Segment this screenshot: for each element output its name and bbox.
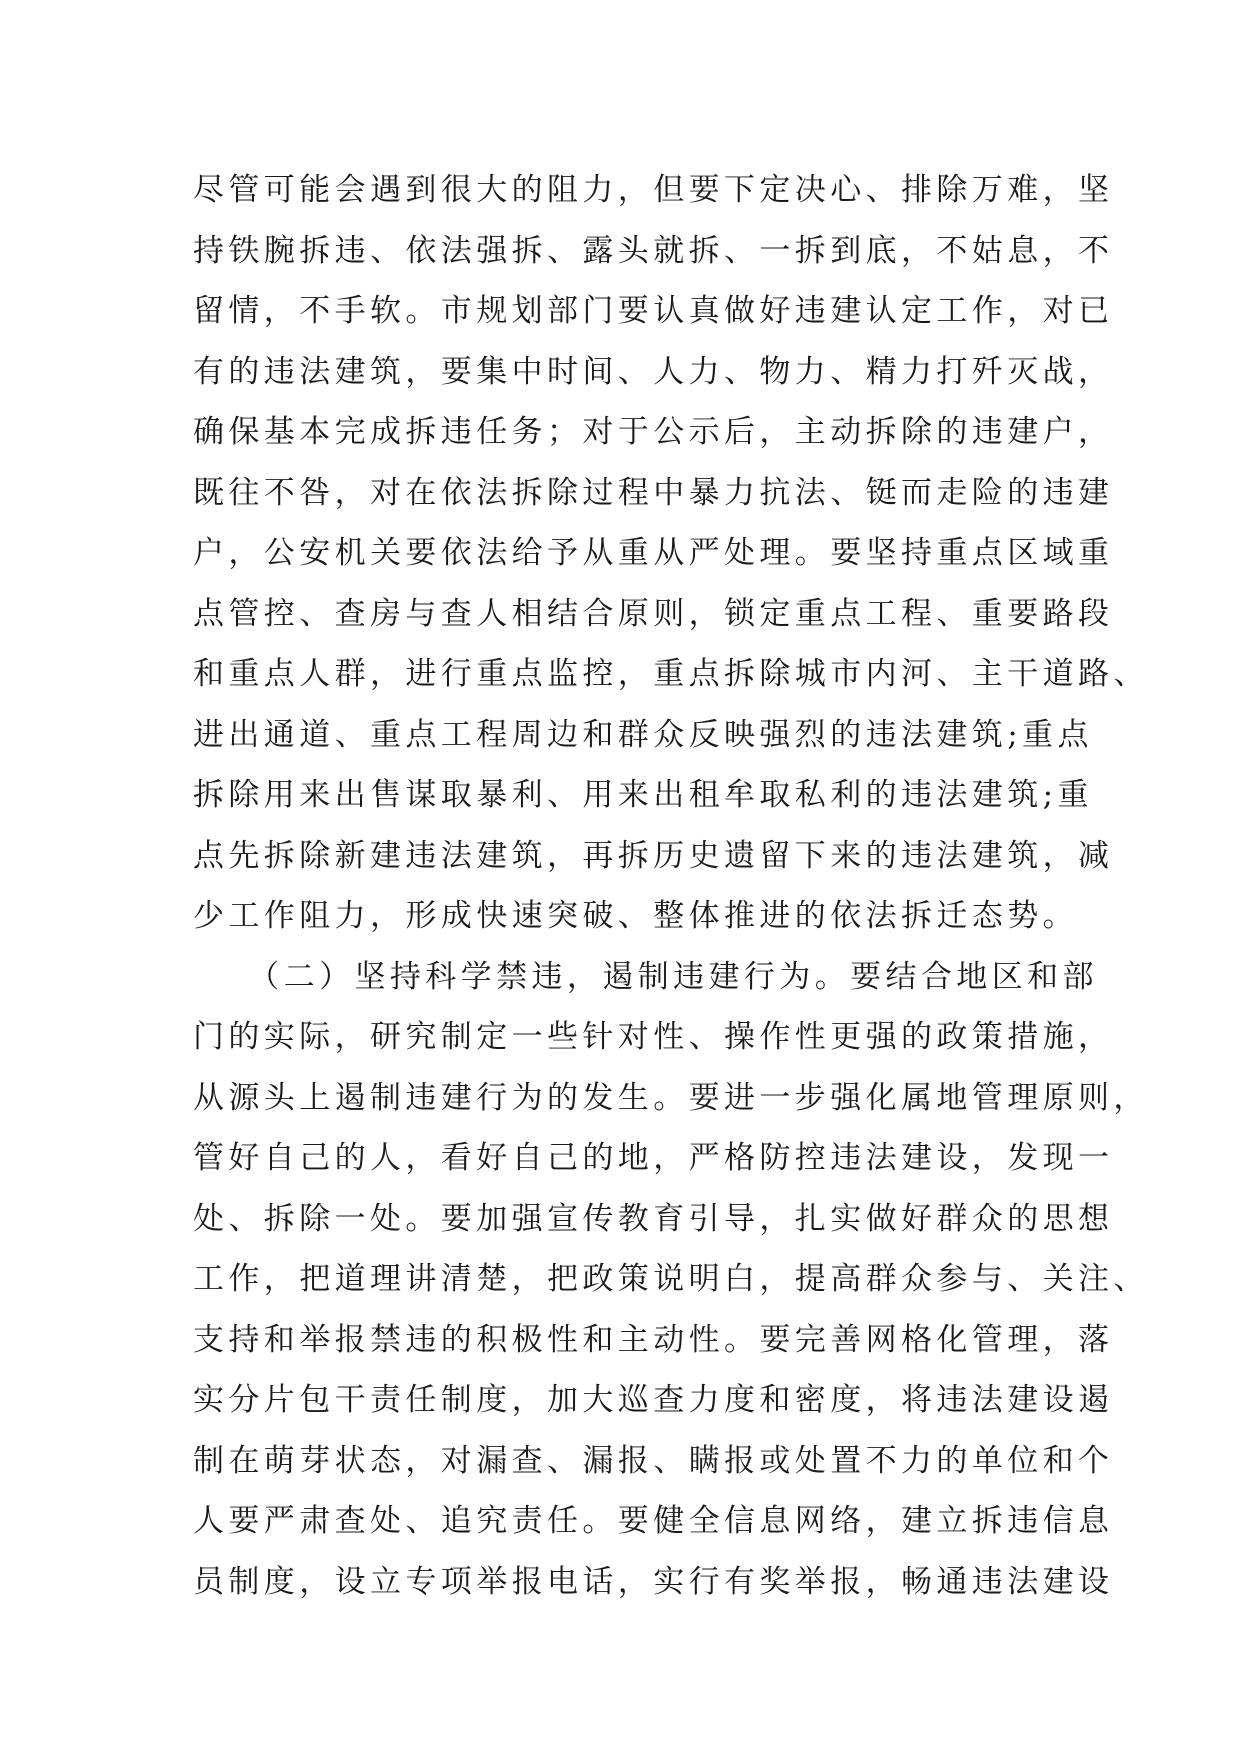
text-line: 少工作阻力，形成快速突破、整体推进的依法拆迁态势。 (193, 898, 1078, 934)
text-line: 尽管可能会遇到很大的阻力，但要下定决心、排除万难，坚 (193, 172, 1114, 208)
text-line: 员制度，设立专项举报电话，实行有奖举报，畅通违法建设 (193, 1563, 1114, 1600)
text-line: 点先拆除新建违法建筑，再拆历史遗留下来的违法建筑，减 (193, 837, 1114, 874)
text-line: 支持和举报禁违的积极性和主动性。要完善网格化管理，落 (193, 1321, 1114, 1358)
text-line: （二）坚持科学禁违，遏制违建行为。要结合地区和部 (193, 958, 1098, 995)
text-line: 点管控、查房与查人相结合原则，锁定重点工程、重要路段 (193, 595, 1114, 632)
text-line: 拆除用来出售谋取暴利、用来出租牟取私利的违法建筑;重 (193, 777, 1093, 813)
text-line: 有的违法建筑，要集中时间、人力、物力、精力打歼灭战， (193, 353, 1114, 390)
text-line: 工作，把道理讲清楚，把政策说明白，提高群众参与、关注、 (193, 1261, 1149, 1297)
text-line: 从源头上遏制违建行为的发生。要进一步强化属地管理原则， (193, 1079, 1149, 1116)
text-line: 既往不咎，对在依法拆除过程中暴力抗法、铤而走险的违建 (193, 474, 1114, 511)
text-line: 和重点人群，进行重点监控，重点拆除城市内河、主干道路、 (193, 656, 1149, 692)
text-line: 持铁腕拆违、依法强拆、露头就拆、一拆到底，不姑息，不 (193, 232, 1114, 269)
body-text (193, 160, 1149, 1612)
text-line: 进出通道、重点工程周边和群众反映强烈的违法建筑;重点 (193, 716, 1093, 753)
text-line: 门的实际，研究制定一些针对性、操作性更强的政策措施， (193, 1019, 1114, 1055)
text-line: 管好自己的人，看好自己的地，严格防控违法建设，发现一 (193, 1140, 1114, 1176)
text-line: 人要严肃查处、追究责任。要健全信息网络，建立拆违信息 (193, 1503, 1114, 1539)
text-line: 制在萌芽状态，对漏查、漏报、瞒报或处置不力的单位和个 (193, 1442, 1114, 1479)
text-line: 处、拆除一处。要加强宣传教育引导，扎实做好群众的思想 (193, 1200, 1114, 1237)
text-line: 留情，不手软。市规划部门要认真做好违建认定工作，对已 (193, 293, 1114, 329)
text-line: 实分片包干责任制度，加大巡查力度和密度，将违法建设遏 (193, 1382, 1114, 1418)
text-line: 确保基本完成拆违任务；对于公示后，主动拆除的违建户， (193, 414, 1114, 450)
text-line: 户，公安机关要依法给予从重从严处理。要坚持重点区域重 (193, 535, 1114, 571)
